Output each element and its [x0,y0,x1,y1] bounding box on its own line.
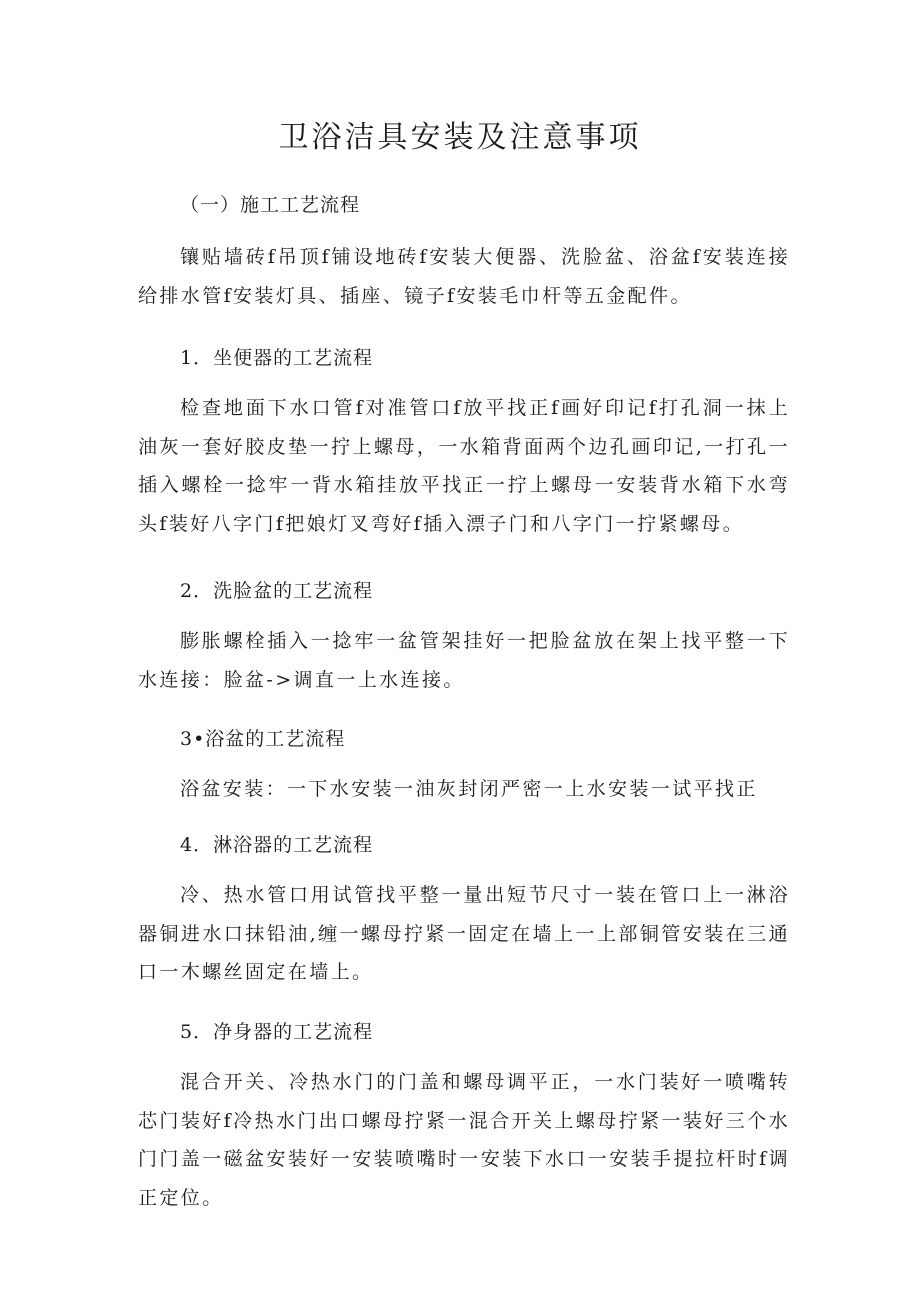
section-heading-construction-process: （一）施工工艺流程 [180,194,361,216]
section-heading-toilet: 1．坐便器的工艺流程 [180,347,374,369]
section-heading-shower: 4．淋浴器的工艺流程 [180,834,374,856]
section-heading-washbasin: 2．洗脸盆的工艺流程 [180,580,374,602]
paragraph-shower: 冷、热水管口用试管找平整一量出短节尺寸一装在管口上一淋浴器铜进水口抹铅油,缠一螺母拧紧一固定在墙上一上部铜管安装在三通口一木螺丝固定在墙上。 [138,884,790,984]
paragraph-construction-process: 镶贴墙砖f吊顶f铺设地砖f安装大便器、洗脸盆、浴盆f安装连接给排水管f安装灯具、插座、镜子f安装毛巾杆等五金配件。 [138,246,790,307]
section-heading-bidet: 5．净身器的工艺流程 [180,1021,374,1043]
paragraph-bidet: 混合开关、冷热水门的门盖和螺母调平正，一水门装好一喷嘴转芯门装好f冷热水门出口螺母拧紧一混合开关上螺母拧紧一装好三个水门门盖一磁盆安装好一安装喷嘴时一安装下水口一安装手提拉杆时f调正定位。 [138,1071,790,1210]
document-title: 卫浴洁具安装及注意事项 [278,120,642,155]
paragraph-washbasin: 膨胀螺栓插入一捻牢一盆管架挂好一把脸盆放在架上找平整一下水连接：脸盆->调直一上水连接。 [138,630,790,691]
paragraph-bathtub: 浴盆安装：一下水安装一油灰封闭严密一上水安装一试平找正 [180,778,758,800]
section-heading-bathtub: 3•浴盆的工艺流程 [180,728,346,750]
paragraph-toilet: 检查地面下水口管f对准管口f放平找正f画好印记f打孔洞一抹上油灰一套好胶皮垫一拧上螺母，一水箱背面两个边孔画印记,一打孔一插入螺栓一捻牢一背水箱挂放平找正一拧上螺母一安装背水箱下水弯头f装好八字门f把娘灯叉弯好f插入漂子门和八字门一拧紧螺母。 [138,397,790,536]
